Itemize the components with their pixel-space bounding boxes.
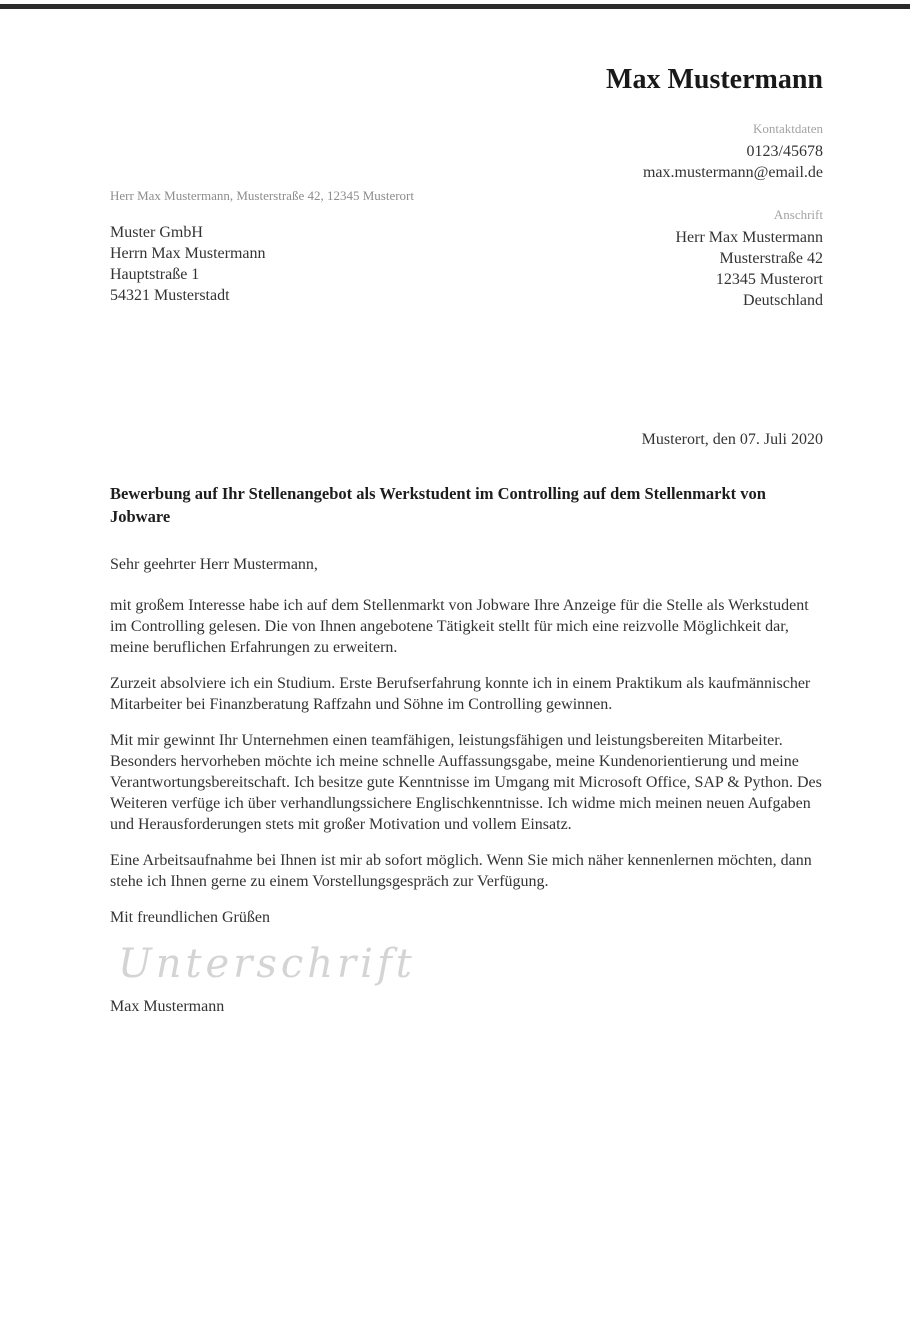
subject-line: Bewerbung auf Ihr Stellenangebot als Werkstudent im Controlling auf dem Stellenmarkt von Jobware <box>110 484 766 527</box>
recipient-line: Herrn Max Mustermann <box>110 245 266 263</box>
closing: Mit freundlichen Grüßen <box>110 909 270 927</box>
address-line: Herr Max Mustermann <box>675 229 823 247</box>
salutation: Sehr geehrter Herr Mustermann, <box>110 556 318 574</box>
recipient-line: Muster GmbH <box>110 224 203 242</box>
body-paragraph: Eine Arbeitsaufnahme bei Ihnen ist mir ab sofort möglich. Wenn Sie mich näher kennenlernen möchten, dann stehe ich Ihnen gerne zu einem Vorstellungsgespräch zur Verfügung. <box>110 852 812 891</box>
address-line: 12345 Musterort <box>715 271 823 289</box>
date-line: Musterort, den 07. Juli 2020 <box>641 431 823 449</box>
page-title: Max Mustermann <box>606 64 823 95</box>
signoff-name: Max Mustermann <box>110 998 225 1016</box>
body-paragraph: mit großem Interesse habe ich auf dem Stellenmarkt von Jobware Ihre Anzeige für die Stelle als Werkstudent im Controlling gelesen. Die von Ihnen angebotene Tätigkeit stellt für mich eine reizvolle Möglichkeit dar, meine beruflichen Erfahrungen zu erweitern. <box>110 597 809 657</box>
contact-phone: 0123/45678 <box>746 143 823 161</box>
body-paragraph: Mit mir gewinnt Ihr Unternehmen einen teamfähigen, leistungsfähigen und leistungsbereiten Mitarbeiter. Besonders hervorheben möchte ich meine schnelle Auffassungsgabe, meine Kundenorientierung und meine Verantwortungsbereitschaft. Ich besitze gute Kenntnisse im Umgang mit Microsoft Office, SAP & Python. Des Weiteren verfüge ich über verhandlungssichere Englischkenntnisse. Ich widme mich meinen neuen Aufgaben und Herausforderungen stets mit großer Motivation und vollem Einsatz. <box>110 732 822 834</box>
recipient-block <box>110 222 266 306</box>
address-row <box>110 207 823 311</box>
contact-email: max.mustermann@email.de <box>642 164 823 182</box>
address-line: Deutschland <box>743 292 823 310</box>
address-line: Musterstraße 42 <box>719 250 823 268</box>
contact-section-label: Kontaktdaten <box>752 121 823 137</box>
signature: Unterschrift <box>118 941 416 988</box>
contact-block <box>110 120 823 183</box>
sender-line: Herr Max Mustermann, Musterstraße 42, 12345 Musterort <box>110 188 414 204</box>
recipient-line: 54321 Musterstadt <box>110 287 230 305</box>
sender-address-block <box>675 206 823 311</box>
recipient-line: Hauptstraße 1 <box>110 266 200 284</box>
address-section-label: Anschrift <box>773 207 823 223</box>
body-paragraph: Zurzeit absolviere ich ein Studium. Erste Berufserfahrung konnte ich in einem Praktikum als kaufmännischer Mitarbeiter bei Finanzberatung Raffzahn und Söhne im Controlling gewinnen. <box>110 675 811 714</box>
